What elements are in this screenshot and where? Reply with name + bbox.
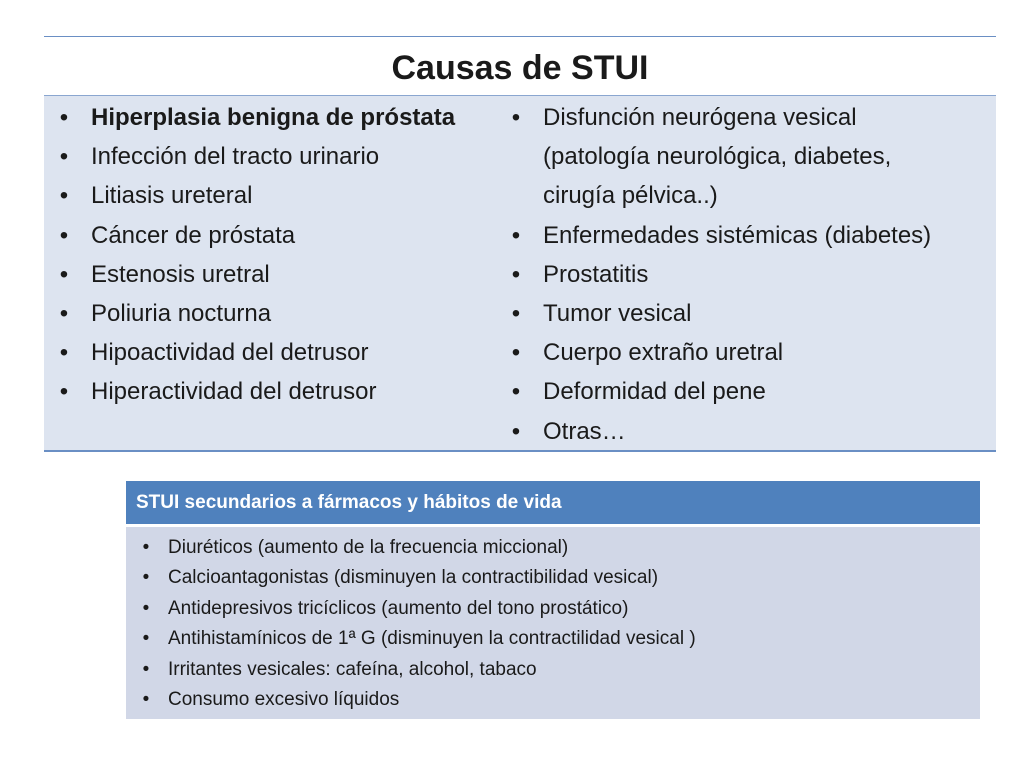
cause-item [44, 255, 496, 294]
cause-item [496, 333, 996, 372]
bullet-icon: • [142, 658, 150, 680]
bullet-icon: • [59, 300, 69, 328]
causes-table-body [44, 95, 996, 452]
bullet-icon: • [511, 417, 521, 445]
cause-text-line: (patología neurológica, diabetes, [543, 143, 892, 171]
secondary-cause-item [126, 594, 980, 624]
page-title: Causas de STUI [391, 49, 649, 87]
causes-right-list [496, 98, 996, 451]
secondary-cause-item [126, 655, 980, 685]
cause-item [496, 98, 996, 216]
bullet-icon: • [59, 182, 69, 210]
top-rule [44, 36, 996, 37]
cause-item [44, 372, 496, 411]
cause-text: Cáncer de próstata [91, 221, 296, 249]
cause-text: Deformidad del pene [543, 378, 766, 406]
cause-item [496, 412, 996, 451]
cause-text: Poliuria nocturna [91, 300, 272, 328]
bullet-icon: • [142, 597, 150, 619]
bullet-icon: • [511, 339, 521, 367]
cause-item [496, 216, 996, 255]
bullet-icon: • [59, 221, 69, 249]
secondary-cause-text: Diuréticos (aumento de la frecuencia miccional) [168, 537, 569, 558]
cause-item [496, 255, 996, 294]
cause-text: Infección del tracto urinario [91, 143, 380, 171]
secondary-cause-item [126, 563, 980, 593]
bullet-icon: • [511, 221, 521, 249]
secondary-cause-text: Antihistamínicos de 1ª G (disminuyen la contractilidad vesical ) [168, 628, 696, 650]
bullet-icon: • [511, 378, 521, 406]
secondary-causes-list [126, 533, 980, 715]
cause-text-line: Disfunción neurógena vesical [543, 104, 857, 131]
bullet-icon: • [59, 143, 69, 171]
cause-text: Litiasis ureteral [91, 182, 253, 210]
cause-item [44, 333, 496, 372]
cause-item [44, 216, 496, 255]
secondary-cause-item [126, 533, 980, 563]
secondary-cause-text: Consumo excesivo líquidos [168, 689, 400, 711]
secondary-causes-table [126, 481, 980, 719]
cause-text: Cuerpo extraño uretral [543, 339, 784, 367]
cause-item [496, 294, 996, 333]
bullet-icon: • [142, 567, 150, 589]
secondary-cause-text: Irritantes vesicales: cafeína, alcohol, tabaco [168, 658, 537, 680]
cause-text: Hipoactividad del detrusor [91, 339, 369, 367]
bullet-icon: • [142, 628, 150, 650]
cause-text: Estenosis uretral [91, 260, 270, 288]
cause-text: Tumor vesical [543, 300, 692, 328]
bullet-icon: • [511, 260, 521, 288]
secondary-cause-text: Calcioantagonistas (disminuyen la contractibilidad vesical) [168, 567, 659, 589]
secondary-causes-body [126, 527, 980, 719]
cause-item [44, 294, 496, 333]
bullet-icon: • [511, 104, 521, 131]
causes-table [44, 36, 996, 450]
cause-item [496, 372, 996, 411]
cause-text-line: cirugía pélvica..) [543, 182, 718, 210]
cause-text: Hiperplasia benigna de próstata [91, 104, 456, 131]
secondary-causes-header: STUI secundarios a fármacos y hábitos de vida [126, 481, 980, 524]
bullet-icon: • [142, 537, 150, 558]
secondary-cause-item [126, 624, 980, 654]
cause-text: Otras… [543, 417, 626, 445]
secondary-cause-text: Antidepresivos tricíclicos (aumento del tono prostático) [168, 597, 629, 619]
cause-text: Hiperactividad del detrusor [91, 378, 377, 406]
bullet-icon: • [59, 378, 69, 406]
bullet-icon: • [511, 300, 521, 328]
cause-text: Prostatitis [543, 260, 649, 288]
cause-item [44, 176, 496, 215]
cause-text: Enfermedades sistémicas (diabetes) [543, 221, 932, 249]
bullet-icon: • [142, 689, 150, 711]
bullet-icon: • [59, 104, 69, 131]
bullet-icon: • [59, 339, 69, 367]
bullet-icon: • [59, 260, 69, 288]
causes-left-list [44, 98, 496, 412]
secondary-cause-item [126, 685, 980, 715]
cause-item [44, 137, 496, 176]
cause-item [44, 98, 496, 137]
